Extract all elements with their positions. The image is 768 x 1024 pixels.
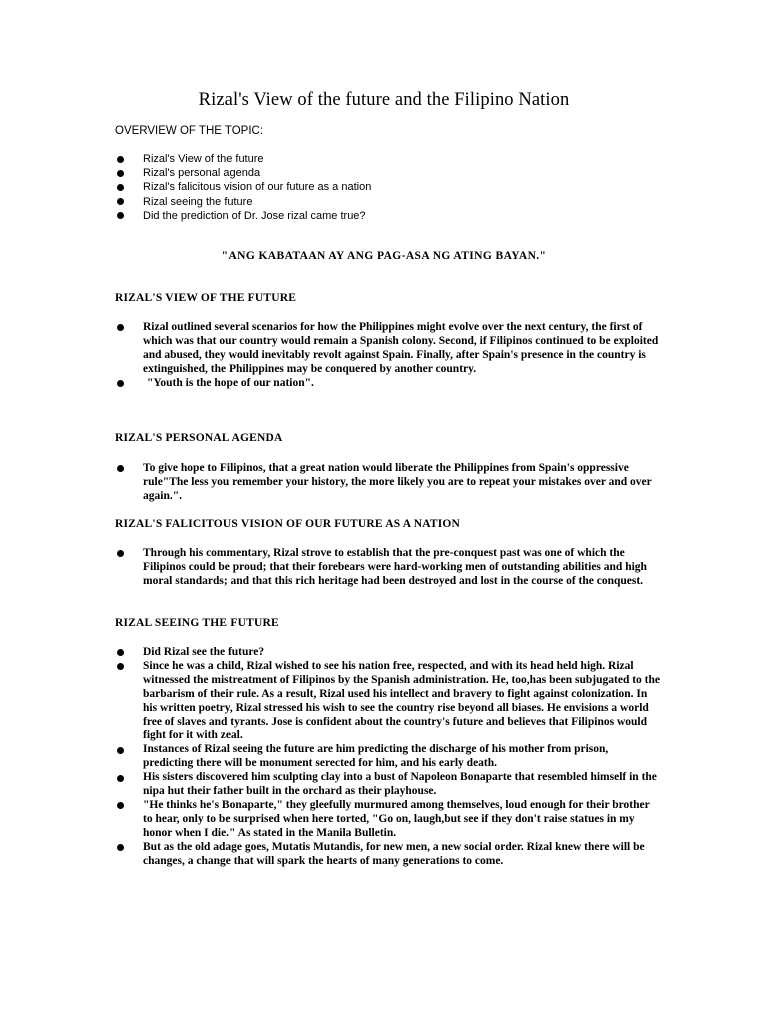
bullet-icon — [117, 184, 124, 191]
bullet-icon — [117, 649, 124, 656]
section-item-text: But as the old adage goes, Mutatis Mutandis, for new men, a new social order. Rizal knew there will be changes, a change that will spark the hearts of many generations to come. — [143, 840, 645, 867]
bullet-icon — [117, 775, 124, 782]
list-item — [0, 152, 768, 166]
bullet-icon — [117, 156, 124, 163]
section-item-text: To give hope to Filipinos, that a great nation would liberate the Philippines from Spain's oppressive rule"The less you remember your history, the more likely you are to repeat your mistakes over and over again.". — [143, 462, 652, 502]
bullet-icon — [117, 802, 124, 809]
section-list-seeing-future — [0, 646, 768, 869]
bullet-icon — [117, 747, 124, 754]
section-item-text: Through his commentary, Rizal strove to establish that the pre-conquest past was one of which the Filipinos could be proud; that their forebears were hard-working men of outstanding abilities and high moral standards; and that this rich heritage had been destroyed and lost in the course of the conquest. — [143, 547, 647, 587]
overview-item-text: Rizal's View of the future — [143, 153, 264, 165]
list-item — [0, 462, 768, 504]
overview-item-text: Rizal's personal agenda — [143, 167, 261, 180]
list-item — [0, 321, 768, 377]
document-title: Rizal's View of the future and the Filipino Nation — [198, 90, 570, 110]
overview-item-text: Rizal's falicitous vision of our future as a nation — [143, 181, 372, 194]
bullet-icon — [117, 465, 124, 472]
section-heading-seeing-future: RIZAL SEEING THE FUTURE — [115, 617, 279, 629]
list-item — [0, 209, 768, 223]
overview-item-text: Did the prediction of Dr. Jose rizal came true? — [143, 209, 366, 222]
list-item — [0, 841, 768, 869]
bullet-icon — [117, 170, 124, 177]
section-list-falicitous-vision — [0, 547, 768, 589]
list-item — [0, 646, 768, 660]
list-item — [0, 377, 768, 391]
overview-item-text: Rizal seeing the future — [143, 195, 253, 208]
section-heading-view-of-future: RIZAL'S VIEW OF THE FUTURE — [115, 292, 297, 304]
list-item — [0, 743, 768, 771]
section-item-text: Did Rizal see the future? — [143, 646, 265, 658]
quote-line: "ANG KABATAAN AY ANG PAG-ASA NG ATING BAYAN." — [221, 250, 547, 262]
bullet-icon — [117, 212, 124, 219]
bullet-icon — [117, 550, 124, 557]
overview-list — [0, 152, 768, 223]
section-heading-personal-agenda: RIZAL'S PERSONAL AGENDA — [115, 432, 283, 444]
bullet-icon — [117, 844, 124, 851]
bullet-icon — [117, 324, 124, 331]
section-item-text: His sisters discovered him sculpting clay into a bust of Napoleon Bonaparte that resembled himself in the nipa hut their father built in the orchard as their playhouse. — [143, 771, 657, 798]
section-item-text: Rizal outlined several scenarios for how the Philippines might evolve over the next century, the first of which was that our country would remain a Spanish colony. Second, if Filipinos continued to be exploited and abused, they would inevitably revolt against Spain. Finally, after Spain's presence in the country is extinguished, the Philippines may be conquered by another country. — [143, 321, 659, 375]
section-list-view-of-future — [0, 321, 768, 391]
list-item — [0, 195, 768, 209]
bullet-icon — [117, 198, 124, 205]
section-list-personal-agenda — [0, 462, 768, 504]
overview-heading: OVERVIEW OF THE TOPIC: — [115, 125, 264, 137]
section-item-text: "Youth is the hope of our nation". — [147, 376, 314, 389]
list-item — [0, 660, 768, 743]
section-item-text: Since he was a child, Rizal wished to see his nation free, respected, and with its head held high. Rizal witnessed the mistreatment of Filipinos by the Spanish administration. He, too,has been subjugated to the barbarism of their rule. As a result, Rizal used his intellect and bravery to fight against colonization. In his written poetry, Rizal stressed his wish to see the country rise beyond all biases. He envisions a world free of slaves and tyrants. Jose is confident about the country's future and believes that Filipinos would fight for it with zeal. — [143, 659, 661, 742]
list-item — [0, 799, 768, 841]
list-item — [0, 180, 768, 194]
bullet-icon — [117, 663, 124, 670]
section-heading-falicitous-vision: RIZAL'S FALICITOUS VISION OF OUR FUTURE AS A NATION — [115, 518, 461, 530]
section-item-text: "He thinks he's Bonaparte," they gleefully murmured among themselves, loud enough for their brother to hear, only to be surprised when here torted, "Go on, laugh,but see if they don't raise statues in my honor when I die." As stated in the Manila Bulletin. — [143, 798, 650, 839]
list-item — [0, 547, 768, 589]
list-item — [0, 166, 768, 180]
section-item-text: Instances of Rizal seeing the future are him predicting the discharge of his mother from prison, predicting there will be monument serected for him, and his early death. — [143, 743, 609, 770]
bullet-icon — [117, 380, 124, 387]
list-item — [0, 771, 768, 799]
